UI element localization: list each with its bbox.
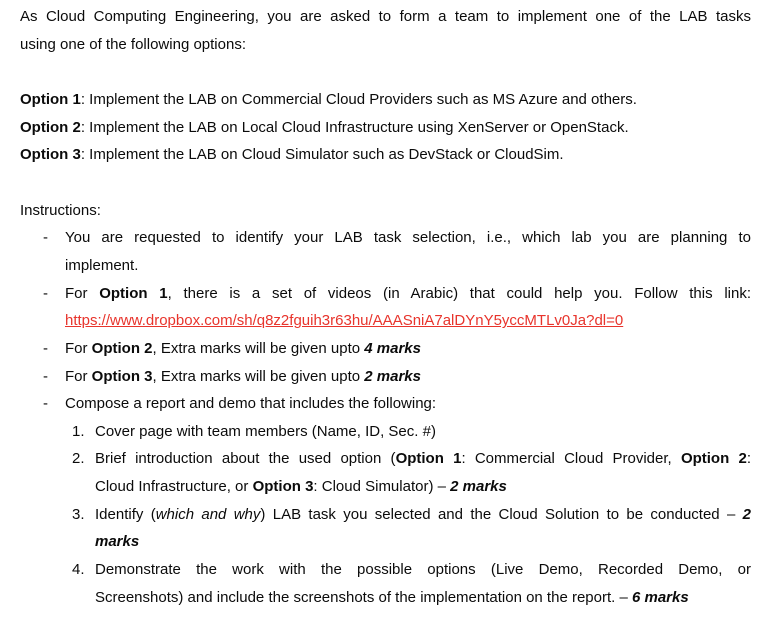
list-number: 2. [72, 450, 85, 468]
paragraph [20, 197, 751, 225]
text-segment: Demonstrate the work with the possible options (Live Demo, Recorded Demo, or [95, 561, 751, 579]
text-line [95, 584, 751, 612]
text-line [65, 252, 751, 280]
text-segment: Option 2 [680, 450, 747, 468]
text-lines [20, 86, 751, 114]
text-line [20, 141, 751, 169]
bullet-item [20, 363, 751, 391]
text-line [65, 307, 751, 335]
blank-line [20, 58, 751, 86]
text-segment: Option 3 [252, 478, 314, 496]
text-segment: Option 2 [91, 339, 153, 357]
text-line [20, 31, 751, 59]
text-line [95, 418, 751, 446]
text-segment: Option 1 [395, 450, 462, 468]
text-segment: using one of the following options: [20, 35, 246, 53]
text-lines [95, 445, 751, 500]
text-segment: 4 marks [364, 339, 421, 357]
text-segment: marks [95, 533, 140, 551]
text-segment: : Commercial Cloud Provider, [461, 450, 681, 468]
bullet-dash-marker: - [43, 284, 48, 302]
text-segment: : Implement the LAB on Local Cloud Infrastructure using XenServer or OpenStack. [80, 118, 629, 136]
blank-line [20, 169, 751, 197]
text-segment: , Extra marks will be given upto [152, 339, 365, 357]
text-segment: ) LAB task you selected and the Cloud Solution to be conducted – [260, 505, 743, 523]
text-lines [95, 556, 751, 611]
text-segment: As Cloud Computing Engineering, you are asked to form a team to implement one of the LAB tasks [20, 8, 751, 25]
text-lines [65, 224, 751, 279]
paragraph [20, 3, 751, 58]
numbered-item [20, 418, 751, 446]
text-segment: Option 3 [20, 146, 81, 164]
text-segment: You are requested to identify your LAB task selection, i.e., which lab you are planning to [65, 229, 751, 247]
text-segment: : Implement the LAB on Cloud Simulator such as DevStack or CloudSim. [80, 146, 564, 164]
text-segment: Option 1 [20, 90, 81, 108]
text-segment: : Cloud Simulator) – [313, 478, 451, 496]
text-segment: For [65, 284, 100, 302]
bullet-dash-marker: - [43, 395, 48, 413]
text-segment: 6 marks [631, 588, 689, 606]
text-line [65, 280, 751, 308]
text-segment: Cloud Infrastructure, or [95, 478, 253, 496]
numbered-item [20, 445, 751, 500]
text-line [65, 224, 751, 252]
text-line [20, 3, 751, 31]
text-segment: 2 marks [450, 478, 507, 496]
document-body [20, 3, 751, 611]
text-lines [95, 418, 751, 446]
text-line [95, 501, 751, 529]
bullet-item [20, 335, 751, 363]
text-line [20, 197, 751, 225]
text-segment: Compose a report and demo that includes the following: [65, 395, 437, 413]
text-lines [65, 280, 751, 335]
numbered-item [20, 556, 751, 611]
list-number: 1. [72, 422, 85, 440]
text-lines [65, 390, 751, 418]
text-segment: : [746, 450, 751, 468]
paragraph [20, 86, 751, 114]
list-number: 4. [72, 561, 85, 579]
text-line [95, 556, 751, 584]
text-lines [65, 363, 751, 391]
text-line [65, 363, 751, 391]
text-segment: which and why [155, 505, 261, 523]
text-line [95, 473, 751, 501]
text-segment: Instructions: [20, 201, 101, 219]
text-segment: Identify ( [95, 505, 156, 523]
bullet-dash-marker: - [43, 229, 48, 247]
text-segment: Option 3 [91, 367, 153, 385]
text-lines [20, 3, 751, 58]
text-line [20, 114, 751, 142]
numbered-item [20, 501, 751, 556]
text-segment: implement. [65, 256, 139, 274]
text-segment: Option 2 [20, 118, 81, 136]
text-segment: Screenshots) and include the screenshots of the implementation on the report. – [95, 588, 632, 606]
text-lines [20, 197, 751, 225]
text-segment: 2 [742, 505, 751, 523]
text-segment: For [65, 339, 92, 357]
text-lines [95, 501, 751, 556]
text-segment: , Extra marks will be given upto [152, 367, 365, 385]
text-line [65, 390, 751, 418]
bullet-item [20, 224, 751, 279]
text-segment: Option 1 [99, 284, 168, 302]
text-lines [20, 141, 751, 169]
bullet-item [20, 390, 751, 418]
text-segment: Brief introduction about the used option ( [95, 450, 396, 468]
text-line [95, 528, 751, 556]
bullet-dash-marker: - [43, 367, 48, 385]
text-line [95, 445, 751, 473]
paragraph [20, 141, 751, 169]
text-lines [65, 335, 751, 363]
paragraph [20, 114, 751, 142]
text-segment: For [65, 367, 92, 385]
text-lines [20, 114, 751, 142]
bullet-dash-marker: - [43, 339, 48, 357]
text-segment: 2 marks [364, 367, 421, 385]
text-segment: : Implement the LAB on Commercial Cloud Providers such as MS Azure and others. [80, 90, 637, 108]
text-segment: , there is a set of videos (in Arabic) that could help you. Follow this link: [167, 284, 751, 302]
bullet-item [20, 280, 751, 335]
text-segment: Cover page with team members (Name, ID, Sec. #) [95, 422, 436, 440]
text-line [65, 335, 751, 363]
list-number: 3. [72, 505, 85, 523]
text-line [20, 86, 751, 114]
dropbox-link[interactable]: https://www.dropbox.com/sh/q8z2fguih3r63hu/AAASniA7alDYnY5yccMTLv0Ja?dl=0 [65, 312, 624, 330]
